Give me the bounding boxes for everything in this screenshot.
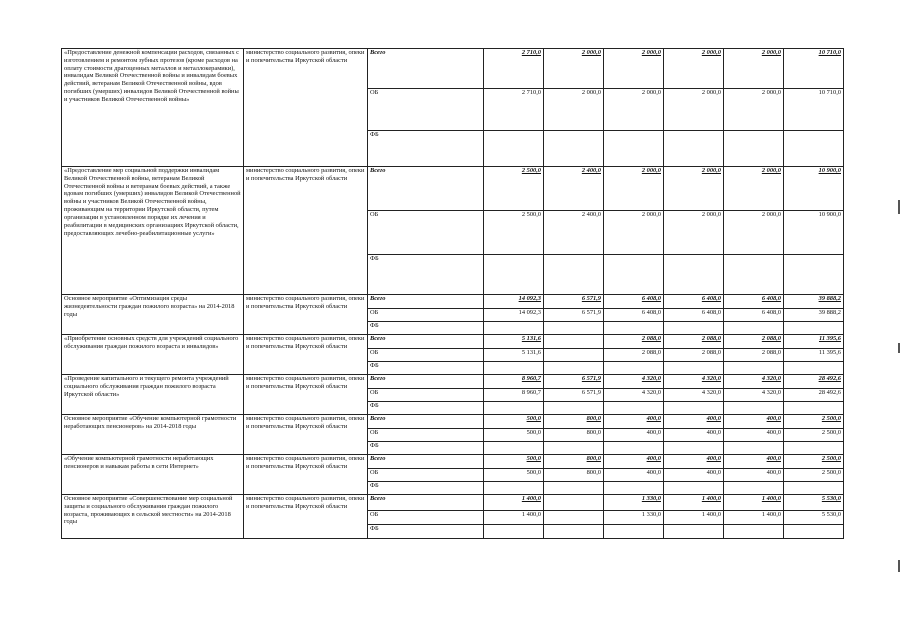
funding-source-cell: ОБ [368,211,484,255]
activity-name-cell: «Приобретение основных средств для учреждений социального обслуживания граждан пожилого возраста и инвалидов» [62,335,244,375]
amount-cell: 6 571,9 [544,309,604,322]
amount-cell: 2 000,0 [604,167,664,211]
amount-cell [544,322,604,335]
funding-source-cell: ОБ [368,429,484,442]
amount-cell [724,482,784,495]
executor-cell: министерство социального развития, опеки и попечительства Иркутской области [244,49,368,167]
amount-cell [784,525,844,539]
amount-cell [664,525,724,539]
table-row [62,415,844,429]
amount-cell [544,362,604,375]
amount-cell: 1 400,0 [484,511,544,525]
amount-cell: 39 888,2 [784,295,844,309]
funding-source-cell: ФБ [368,362,484,375]
amount-cell: 400,0 [724,429,784,442]
amount-cell: 2 500,0 [784,429,844,442]
amount-cell [544,131,604,167]
amount-cell [604,131,664,167]
executor-cell: министерство социального развития, опеки и попечительства Иркутской области [244,167,368,295]
amount-cell [784,322,844,335]
amount-cell: 2 000,0 [604,49,664,89]
amount-cell: 10 900,0 [784,167,844,211]
amount-cell [664,131,724,167]
activity-name-cell: Основное мероприятие «Обучение компьютерной грамотности неработающих пенсионеров» на 2014-2018 годы [62,415,244,455]
amount-cell [544,525,604,539]
amount-cell: 5 131,6 [484,335,544,349]
amount-cell: 1 400,0 [724,495,784,511]
amount-cell: 2 088,0 [724,335,784,349]
activity-name-cell: Основное мероприятие «Оптимизация среды жизнедеятельности граждан пожилого возраста» на 2014-2018 годы [62,295,244,335]
amount-cell [784,442,844,455]
amount-cell [784,402,844,415]
amount-cell: 4 320,0 [604,389,664,402]
amount-cell: 6 408,0 [604,295,664,309]
amount-cell: 800,0 [544,415,604,429]
amount-cell: 2 088,0 [604,349,664,362]
amount-cell: 28 492,6 [784,389,844,402]
amount-cell [484,482,544,495]
funding-source-cell: Всего [368,415,484,429]
funding-source-cell: ОБ [368,89,484,131]
amount-cell: 2 000,0 [724,49,784,89]
amount-cell: 6 408,0 [724,295,784,309]
amount-cell: 11 395,6 [784,349,844,362]
amount-cell: 8 960,7 [484,389,544,402]
funding-source-cell: Всего [368,455,484,469]
amount-cell: 400,0 [724,455,784,469]
amount-cell: 2 088,0 [604,335,664,349]
amount-cell: 2 000,0 [604,89,664,131]
amount-cell: 1 400,0 [664,511,724,525]
funding-source-cell: Всего [368,335,484,349]
amount-cell: 400,0 [664,455,724,469]
amount-cell: 2 000,0 [544,89,604,131]
margin-mark-1 [898,200,900,214]
amount-cell: 400,0 [604,455,664,469]
table-row [62,375,844,389]
activity-name-cell: «Предоставление денежной компенсации расходов, связанных с изготовлением и ремонтом зубных протезов (кроме расходов на оплату стоимости драгоценных металлов и металлокерамики), инвалидам Великой Отечественной войны и инвалидам боевых действий, ветеранам Великой Отечественной войны, вдов погибших (умерших) инвалидов Великой Отечественной войны и участников Великой Отечественной войны» [62,49,244,167]
funding-source-cell: ОБ [368,389,484,402]
amount-cell: 1 400,0 [724,511,784,525]
amount-cell: 2 500,0 [784,415,844,429]
amount-cell: 28 492,6 [784,375,844,389]
amount-cell [484,442,544,455]
table-row [62,495,844,511]
amount-cell: 6 571,9 [544,389,604,402]
amount-cell: 6 408,0 [604,309,664,322]
amount-cell [484,362,544,375]
amount-cell [544,495,604,511]
amount-cell: 2 088,0 [664,335,724,349]
amount-cell [484,322,544,335]
amount-cell [544,255,604,295]
amount-cell: 1 400,0 [484,495,544,511]
amount-cell: 11 395,6 [784,335,844,349]
margin-mark-2 [898,343,900,353]
amount-cell [664,255,724,295]
funding-source-cell: ОБ [368,511,484,525]
amount-cell: 500,0 [484,429,544,442]
executor-cell: министерство социального развития, опеки и попечительства Иркутской области [244,295,368,335]
amount-cell: 2 000,0 [724,211,784,255]
amount-cell [784,255,844,295]
amount-cell [544,402,604,415]
amount-cell: 2 400,0 [544,211,604,255]
table-row [62,335,844,349]
amount-cell: 1 400,0 [664,495,724,511]
executor-cell: министерство социального развития, опеки и попечительства Иркутской области [244,495,368,539]
amount-cell: 500,0 [484,455,544,469]
amount-cell [664,482,724,495]
amount-cell [784,362,844,375]
funding-source-cell: Всего [368,295,484,309]
amount-cell: 6 408,0 [724,309,784,322]
amount-cell: 2 000,0 [604,211,664,255]
amount-cell: 6 408,0 [664,295,724,309]
amount-cell: 2 000,0 [664,167,724,211]
amount-cell: 2 500,0 [784,455,844,469]
amount-cell: 400,0 [664,469,724,482]
amount-cell: 2 088,0 [664,349,724,362]
amount-cell [724,525,784,539]
amount-cell: 2 710,0 [484,89,544,131]
amount-cell: 14 092,3 [484,309,544,322]
executor-cell: министерство социального развития, опеки и попечительства Иркутской области [244,375,368,415]
amount-cell: 6 408,0 [664,309,724,322]
amount-cell [604,255,664,295]
amount-cell [544,349,604,362]
funding-source-cell: Всего [368,375,484,389]
amount-cell [604,322,664,335]
funding-source-cell: ОБ [368,349,484,362]
activity-name-cell: «Проведение капитального и текущего ремонта учреждений социального обслуживания граждан пожилого возраста Иркутской области» [62,375,244,415]
amount-cell: 2 000,0 [664,49,724,89]
amount-cell: 2 000,0 [664,211,724,255]
amount-cell: 2 500,0 [784,469,844,482]
funding-source-cell: ОБ [368,309,484,322]
activity-name-cell: «Обучение компьютерной грамотности неработающих пенсионеров и навыкам работы в сети Интернет» [62,455,244,495]
amount-cell [724,362,784,375]
amount-cell [544,442,604,455]
executor-cell: министерство социального развития, опеки и попечительства Иркутской области [244,415,368,455]
margin-mark-3 [898,560,900,572]
funding-source-cell: ФБ [368,255,484,295]
funding-source-cell: ФБ [368,131,484,167]
amount-cell [484,255,544,295]
amount-cell [484,402,544,415]
funding-source-cell: Всего [368,167,484,211]
amount-cell [484,525,544,539]
funding-source-cell: ОБ [368,469,484,482]
amount-cell [544,335,604,349]
table-row [62,295,844,309]
table-row [62,167,844,211]
amount-cell: 800,0 [544,455,604,469]
amount-cell: 6 571,9 [544,375,604,389]
amount-cell: 1 330,0 [604,495,664,511]
amount-cell: 4 320,0 [724,375,784,389]
amount-cell: 400,0 [604,469,664,482]
funding-source-cell: ФБ [368,442,484,455]
amount-cell [784,482,844,495]
amount-cell: 10 710,0 [784,89,844,131]
amount-cell: 4 320,0 [664,375,724,389]
amount-cell: 10 710,0 [784,49,844,89]
amount-cell: 5 131,6 [484,349,544,362]
amount-cell: 4 320,0 [724,389,784,402]
amount-cell [604,525,664,539]
funding-source-cell: ФБ [368,402,484,415]
amount-cell [724,255,784,295]
amount-cell: 400,0 [604,429,664,442]
amount-cell: 4 320,0 [664,389,724,402]
amount-cell: 1 330,0 [604,511,664,525]
table-row [62,49,844,89]
amount-cell [664,362,724,375]
amount-cell [784,131,844,167]
amount-cell: 2 000,0 [544,49,604,89]
activity-name-cell: Основное мероприятие «Совершенствование мер социальной защиты и социального обслуживания граждан пожилого возраста, проживающих в сельской местности» на 2014-2018 годы [62,495,244,539]
amount-cell: 6 571,9 [544,295,604,309]
amount-cell: 39 888,2 [784,309,844,322]
amount-cell: 2 088,0 [724,349,784,362]
amount-cell [544,482,604,495]
amount-cell: 2 400,0 [544,167,604,211]
amount-cell: 800,0 [544,469,604,482]
amount-cell [604,442,664,455]
amount-cell: 500,0 [484,469,544,482]
amount-cell [724,402,784,415]
amount-cell: 8 960,7 [484,375,544,389]
amount-cell: 400,0 [664,429,724,442]
amount-cell [664,442,724,455]
executor-cell: министерство социального развития, опеки и попечительства Иркутской области [244,455,368,495]
amount-cell: 10 900,0 [784,211,844,255]
amount-cell [604,362,664,375]
amount-cell [604,402,664,415]
amount-cell [604,482,664,495]
amount-cell: 2 000,0 [724,167,784,211]
funding-source-cell: ФБ [368,525,484,539]
activity-name-cell: «Предоставление мер социальной поддержки инвалидам Великой Отечественной войны, ветеранам Великой Отечественной войны и ветеранам боевых действий, а также вдовам погибших (умерших) инвалидов Великой Отечественной войны и участников Великой Отечественной войны, проживающим на территории Иркутской области, путем организации в установленном порядке их лечения и реабилитации в медицинских организациях Иркутской области, предоставляющих лечебно-реабилитационные услуги» [62,167,244,295]
budget-table [61,48,844,539]
amount-cell [724,322,784,335]
funding-source-cell: Всего [368,495,484,511]
amount-cell [484,131,544,167]
amount-cell: 5 530,0 [784,511,844,525]
amount-cell: 2 710,0 [484,49,544,89]
amount-cell: 400,0 [724,415,784,429]
funding-source-cell: Всего [368,49,484,89]
executor-cell: министерство социального развития, опеки и попечительства Иркутской области [244,335,368,375]
amount-cell: 2 000,0 [724,89,784,131]
amount-cell: 400,0 [664,415,724,429]
amount-cell [664,322,724,335]
amount-cell: 5 530,0 [784,495,844,511]
table-row [62,455,844,469]
amount-cell [724,442,784,455]
amount-cell: 500,0 [484,415,544,429]
amount-cell [724,131,784,167]
amount-cell: 400,0 [724,469,784,482]
amount-cell: 14 092,3 [484,295,544,309]
amount-cell [544,511,604,525]
amount-cell: 800,0 [544,429,604,442]
amount-cell: 2 500,0 [484,167,544,211]
amount-cell [664,402,724,415]
amount-cell: 2 000,0 [664,89,724,131]
amount-cell: 2 500,0 [484,211,544,255]
funding-source-cell: ФБ [368,482,484,495]
amount-cell: 4 320,0 [604,375,664,389]
amount-cell: 400,0 [604,415,664,429]
funding-source-cell: ФБ [368,322,484,335]
